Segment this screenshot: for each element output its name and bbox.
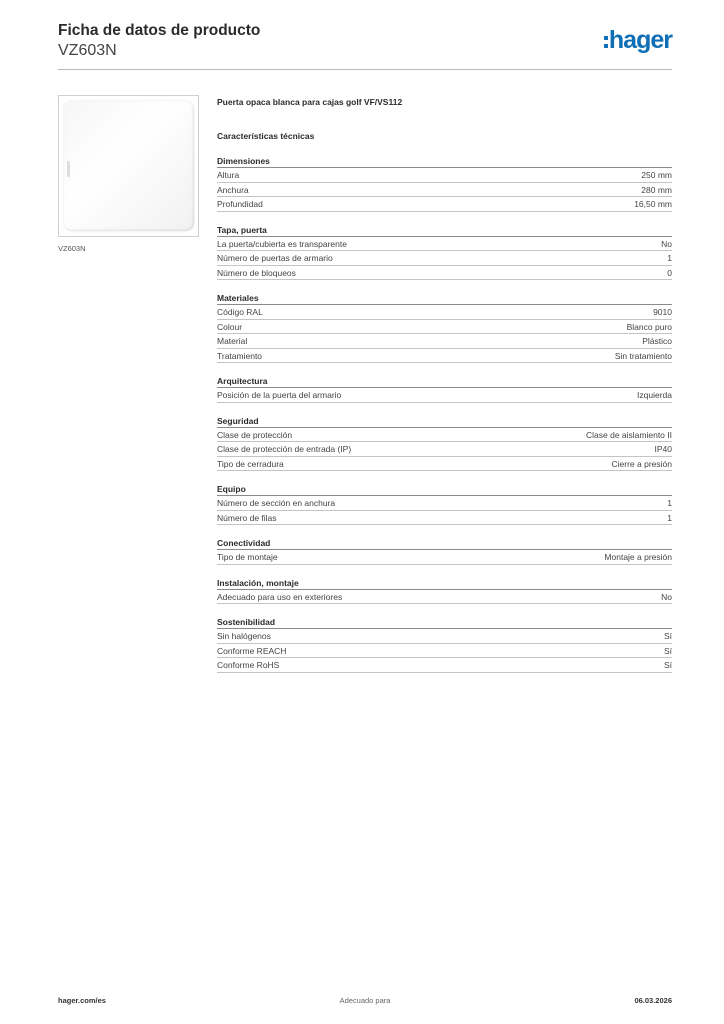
spec-label: Tipo de cerradura <box>217 458 284 469</box>
spec-value: 280 mm <box>641 184 672 195</box>
spec-row <box>217 511 672 526</box>
product-image <box>58 95 199 237</box>
spec-row <box>217 388 672 403</box>
product-description: Puerta opaca blanca para cajas golf VF/VS112 <box>217 97 403 107</box>
spec-value: 0 <box>667 267 672 278</box>
spec-row <box>217 349 672 364</box>
document-title: Ficha de datos de producto <box>58 22 261 39</box>
spec-group <box>217 292 672 363</box>
spec-group-title: Arquitectura <box>217 375 672 388</box>
spec-value: Sí <box>663 660 672 670</box>
spec-label: Número de puertas de armario <box>217 253 333 263</box>
spec-group-title: Equipo <box>217 483 672 496</box>
spec-value: 1 <box>667 512 672 523</box>
spec-row <box>217 305 672 320</box>
spec-row <box>217 442 672 457</box>
spec-label: Anchura <box>217 184 249 195</box>
spec-group-title: Tapa, puerta <box>217 224 672 237</box>
spec-row <box>217 237 672 252</box>
spec-label: Colour <box>217 321 243 332</box>
spec-row <box>217 496 672 511</box>
spec-value: 16,50 mm <box>634 199 672 209</box>
spec-group <box>217 483 672 525</box>
technical-characteristics-title: Características técnicas <box>217 131 315 141</box>
spec-value: Sí <box>663 645 672 656</box>
spec-group <box>217 155 672 212</box>
spec-group <box>217 375 672 403</box>
spec-value: 250 mm <box>641 170 672 180</box>
spec-group <box>217 616 672 673</box>
spec-label: Posición de la puerta del armario <box>217 390 342 400</box>
spec-label: Profundidad <box>217 199 263 209</box>
spec-label: Conforme REACH <box>217 645 287 656</box>
spec-group-title: Dimensiones <box>217 155 672 168</box>
spec-group <box>217 537 672 565</box>
spec-label: Adecuado para uso en exteriores <box>217 591 343 602</box>
spec-value: Clase de aislamiento II <box>586 429 672 440</box>
spec-row <box>217 320 672 335</box>
spec-value: 1 <box>667 498 672 508</box>
page-header <box>58 22 672 70</box>
footer-center-text: Adecuado para <box>339 996 391 1005</box>
spec-row <box>217 183 672 198</box>
spec-group-title: Sostenibilidad <box>217 616 672 629</box>
spec-value: Sin tratamiento <box>614 350 672 361</box>
spec-label: Número de sección en anchura <box>217 498 336 508</box>
spec-row <box>217 334 672 349</box>
spec-value: Plástico <box>642 336 672 346</box>
spec-groups <box>217 155 672 673</box>
spec-row <box>217 590 672 605</box>
door-panel-image <box>64 101 194 231</box>
spec-label: Número de filas <box>217 512 277 523</box>
footer-date: 06.03.2026 <box>634 996 672 1005</box>
logo-wordmark: hager <box>608 26 672 54</box>
spec-row <box>217 197 672 212</box>
spec-label: Altura <box>217 170 240 180</box>
door-latch <box>67 161 70 177</box>
spec-value: Cierre a presión <box>611 458 672 469</box>
spec-group <box>217 577 672 605</box>
spec-label: Tipo de montaje <box>217 552 278 562</box>
spec-label: Conforme RoHS <box>217 660 280 670</box>
spec-label: Tratamiento <box>217 350 263 361</box>
spec-group-title: Seguridad <box>217 415 672 428</box>
spec-row <box>217 658 672 673</box>
spec-group <box>217 224 672 281</box>
spec-label: Material <box>217 336 248 346</box>
spec-label: Clase de protección de entrada (IP) <box>217 444 352 454</box>
spec-value: IP40 <box>654 444 672 454</box>
spec-row <box>217 428 672 443</box>
image-caption: VZ603N <box>58 244 86 253</box>
spec-row <box>217 266 672 281</box>
page-footer <box>58 996 672 1008</box>
spec-row <box>217 629 672 644</box>
spec-value: Montaje a presión <box>604 552 672 562</box>
spec-value: Izquierda <box>637 390 672 400</box>
spec-content <box>217 95 672 673</box>
spec-group-title: Materiales <box>217 292 672 305</box>
spec-value: Sí <box>663 631 672 641</box>
spec-label: Código RAL <box>217 307 263 317</box>
logo-dots-icon <box>604 36 608 48</box>
footer-website: hager.com/es <box>58 996 106 1005</box>
spec-label: Número de bloqueos <box>217 267 296 278</box>
spec-value: No <box>661 591 672 602</box>
spec-label: Clase de protección <box>217 429 293 440</box>
spec-label: Sin halógenos <box>217 631 271 641</box>
spec-value: Blanco puro <box>626 321 672 332</box>
spec-value: No <box>661 238 672 249</box>
hager-logo <box>604 28 672 52</box>
spec-row <box>217 550 672 565</box>
spec-group-title: Instalación, montaje <box>217 577 672 590</box>
spec-row <box>217 251 672 266</box>
product-code: VZ603N <box>58 42 117 59</box>
spec-group <box>217 415 672 472</box>
spec-value: 9010 <box>653 307 672 317</box>
spec-row <box>217 168 672 183</box>
spec-group-title: Conectividad <box>217 537 672 550</box>
spec-label: La puerta/cubierta es transparente <box>217 238 347 249</box>
spec-row <box>217 457 672 472</box>
spec-row <box>217 644 672 659</box>
spec-value: 1 <box>667 253 672 263</box>
